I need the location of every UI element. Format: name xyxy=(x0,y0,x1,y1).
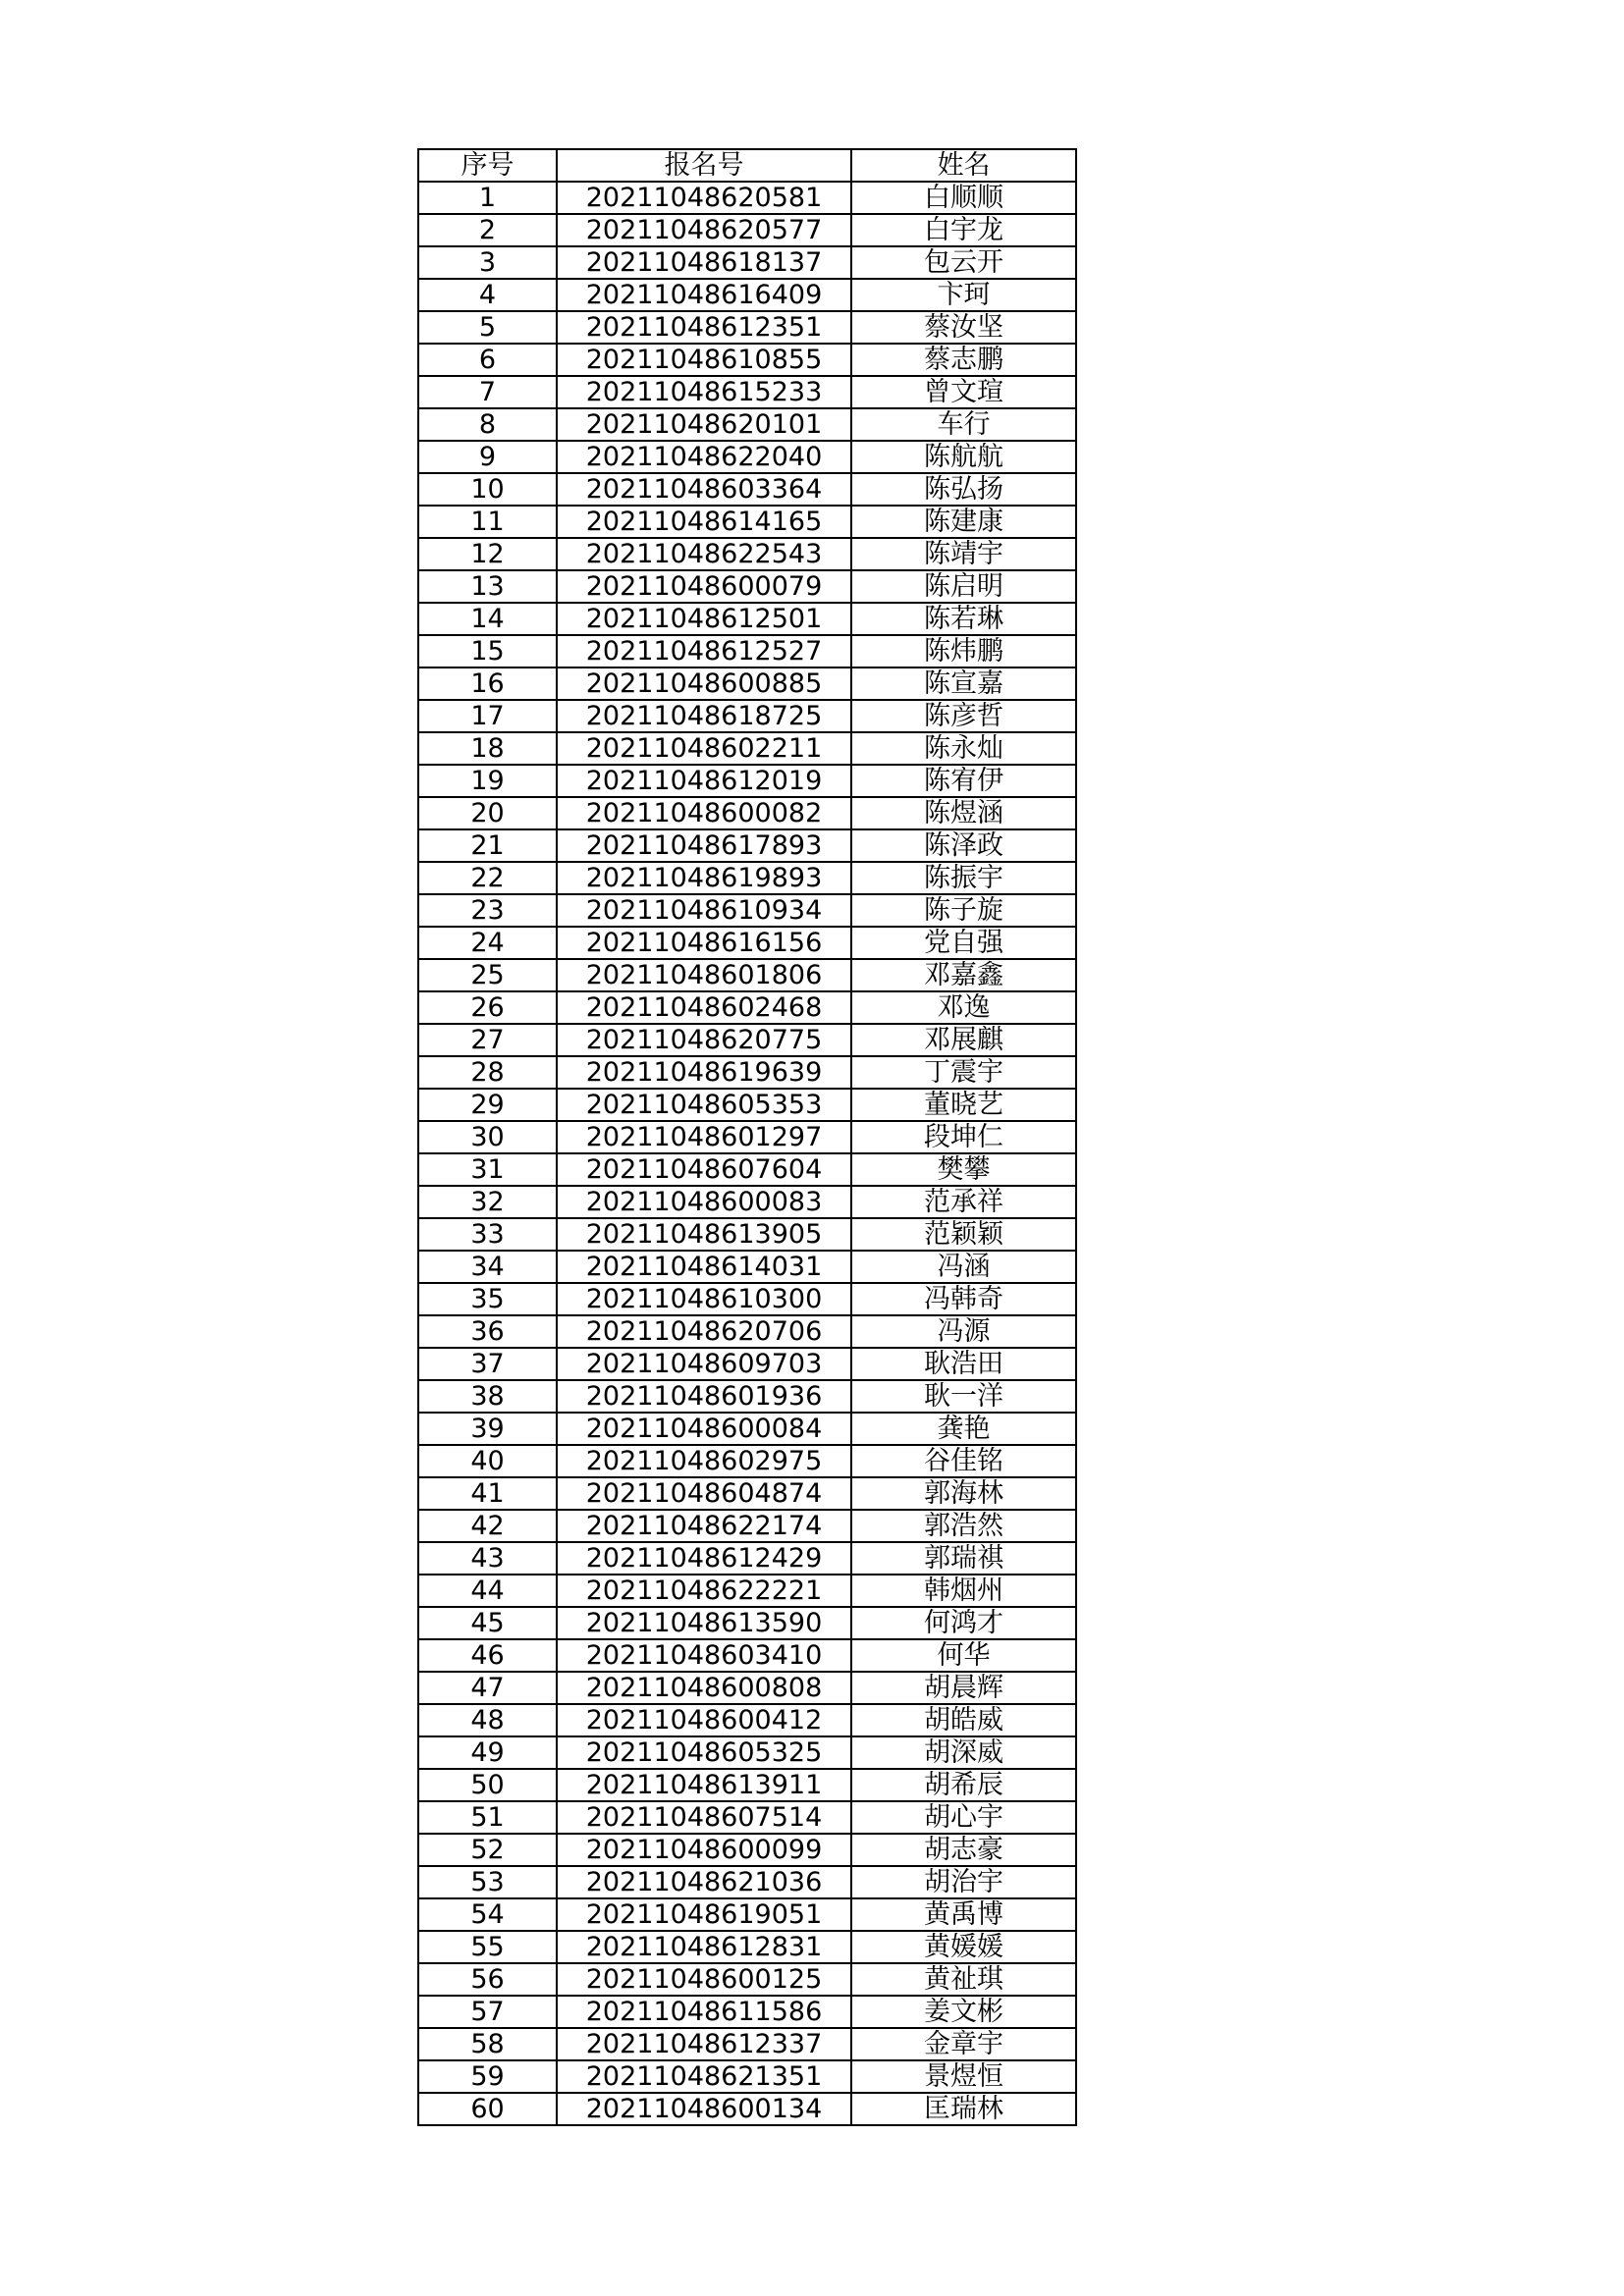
cell-seq: 50 xyxy=(418,1769,557,1801)
table-row xyxy=(418,538,1076,570)
cell-name: 陈宣嘉 xyxy=(851,667,1076,700)
table-row xyxy=(418,862,1076,894)
cell-name: 何鸿才 xyxy=(851,1607,1076,1639)
table-row xyxy=(418,441,1076,473)
cell-reg-no: 20211048622174 xyxy=(557,1510,851,1542)
table-row xyxy=(418,2093,1076,2125)
cell-reg-no: 20211048612429 xyxy=(557,1542,851,1575)
cell-name: 胡治宇 xyxy=(851,1866,1076,1898)
cell-reg-no: 20211048600083 xyxy=(557,1186,851,1218)
cell-seq: 23 xyxy=(418,894,557,927)
cell-name: 黄媛媛 xyxy=(851,1931,1076,1963)
cell-reg-no: 20211048605353 xyxy=(557,1089,851,1121)
cell-seq: 37 xyxy=(418,1348,557,1380)
cell-name: 陈建康 xyxy=(851,506,1076,538)
cell-name: 耿浩田 xyxy=(851,1348,1076,1380)
cell-reg-no: 20211048620101 xyxy=(557,408,851,441)
cell-seq: 39 xyxy=(418,1413,557,1445)
cell-seq: 52 xyxy=(418,1834,557,1866)
cell-seq: 34 xyxy=(418,1251,557,1283)
header-seq: 序号 xyxy=(418,149,557,182)
cell-name: 黄禹博 xyxy=(851,1898,1076,1931)
cell-name: 陈彦哲 xyxy=(851,700,1076,732)
cell-name: 冯涵 xyxy=(851,1251,1076,1283)
cell-name: 陈航航 xyxy=(851,441,1076,473)
cell-seq: 5 xyxy=(418,311,557,344)
cell-name: 党自强 xyxy=(851,927,1076,959)
cell-name: 曾文瑄 xyxy=(851,376,1076,408)
cell-reg-no: 20211048600885 xyxy=(557,667,851,700)
table-row xyxy=(418,1186,1076,1218)
cell-seq: 47 xyxy=(418,1672,557,1704)
cell-name: 范颖颖 xyxy=(851,1218,1076,1251)
cell-seq: 51 xyxy=(418,1801,557,1834)
table-row xyxy=(418,506,1076,538)
table-row xyxy=(418,635,1076,667)
table-row xyxy=(418,1121,1076,1153)
cell-name: 金章宇 xyxy=(851,2028,1076,2060)
cell-seq: 22 xyxy=(418,862,557,894)
cell-name: 胡皓威 xyxy=(851,1704,1076,1736)
cell-seq: 13 xyxy=(418,570,557,603)
cell-seq: 35 xyxy=(418,1283,557,1315)
cell-reg-no: 20211048600412 xyxy=(557,1704,851,1736)
table-row xyxy=(418,1477,1076,1510)
cell-name: 胡志豪 xyxy=(851,1834,1076,1866)
cell-reg-no: 20211048613911 xyxy=(557,1769,851,1801)
cell-reg-no: 20211048610934 xyxy=(557,894,851,927)
cell-reg-no: 20211048613905 xyxy=(557,1218,851,1251)
cell-seq: 33 xyxy=(418,1218,557,1251)
table-row xyxy=(418,700,1076,732)
cell-name: 樊攀 xyxy=(851,1153,1076,1186)
cell-seq: 45 xyxy=(418,1607,557,1639)
cell-seq: 31 xyxy=(418,1153,557,1186)
cell-name: 陈靖宇 xyxy=(851,538,1076,570)
cell-seq: 1 xyxy=(418,182,557,214)
cell-seq: 12 xyxy=(418,538,557,570)
table-row xyxy=(418,1510,1076,1542)
cell-name: 包云开 xyxy=(851,246,1076,279)
cell-reg-no: 20211048602975 xyxy=(557,1445,851,1477)
table-row xyxy=(418,311,1076,344)
cell-seq: 60 xyxy=(418,2093,557,2125)
cell-name: 郭浩然 xyxy=(851,1510,1076,1542)
cell-reg-no: 20211048612019 xyxy=(557,765,851,797)
cell-seq: 4 xyxy=(418,279,557,311)
cell-name: 胡心宇 xyxy=(851,1801,1076,1834)
cell-reg-no: 20211048620775 xyxy=(557,1024,851,1056)
table-row xyxy=(418,927,1076,959)
cell-name: 陈泽政 xyxy=(851,829,1076,862)
cell-reg-no: 20211048618725 xyxy=(557,700,851,732)
cell-reg-no: 20211048612501 xyxy=(557,603,851,635)
cell-seq: 59 xyxy=(418,2060,557,2093)
cell-name: 陈宥伊 xyxy=(851,765,1076,797)
table-row xyxy=(418,1575,1076,1607)
cell-name: 邓嘉鑫 xyxy=(851,959,1076,991)
cell-reg-no: 20211048600084 xyxy=(557,1413,851,1445)
cell-reg-no: 20211048615233 xyxy=(557,376,851,408)
cell-name: 姜文彬 xyxy=(851,1996,1076,2028)
cell-seq: 56 xyxy=(418,1963,557,1996)
table-row xyxy=(418,1672,1076,1704)
table-row xyxy=(418,1089,1076,1121)
cell-name: 蔡汝坚 xyxy=(851,311,1076,344)
table-row xyxy=(418,1639,1076,1672)
cell-reg-no: 20211048604874 xyxy=(557,1477,851,1510)
cell-seq: 32 xyxy=(418,1186,557,1218)
cell-name: 胡希辰 xyxy=(851,1769,1076,1801)
cell-seq: 14 xyxy=(418,603,557,635)
cell-reg-no: 20211048622543 xyxy=(557,538,851,570)
cell-name: 车行 xyxy=(851,408,1076,441)
cell-reg-no: 20211048622221 xyxy=(557,1575,851,1607)
cell-seq: 41 xyxy=(418,1477,557,1510)
cell-name: 陈炜鹏 xyxy=(851,635,1076,667)
cell-reg-no: 20211048619893 xyxy=(557,862,851,894)
cell-seq: 54 xyxy=(418,1898,557,1931)
cell-seq: 40 xyxy=(418,1445,557,1477)
cell-seq: 27 xyxy=(418,1024,557,1056)
table-row xyxy=(418,1736,1076,1769)
cell-reg-no: 20211048607604 xyxy=(557,1153,851,1186)
cell-seq: 17 xyxy=(418,700,557,732)
cell-reg-no: 20211048617893 xyxy=(557,829,851,862)
table-row xyxy=(418,1931,1076,1963)
cell-seq: 46 xyxy=(418,1639,557,1672)
cell-name: 陈煜涵 xyxy=(851,797,1076,829)
cell-seq: 38 xyxy=(418,1380,557,1413)
cell-reg-no: 20211048600079 xyxy=(557,570,851,603)
table-row xyxy=(418,1704,1076,1736)
cell-seq: 24 xyxy=(418,927,557,959)
cell-reg-no: 20211048619051 xyxy=(557,1898,851,1931)
table-row xyxy=(418,1996,1076,2028)
cell-name: 丁震宇 xyxy=(851,1056,1076,1089)
cell-name: 董晓艺 xyxy=(851,1089,1076,1121)
cell-seq: 55 xyxy=(418,1931,557,1963)
table-row xyxy=(418,1413,1076,1445)
cell-name: 段坤仁 xyxy=(851,1121,1076,1153)
cell-seq: 26 xyxy=(418,991,557,1024)
cell-reg-no: 20211048614165 xyxy=(557,506,851,538)
table-row xyxy=(418,829,1076,862)
cell-reg-no: 20211048612337 xyxy=(557,2028,851,2060)
cell-seq: 10 xyxy=(418,473,557,506)
table-row xyxy=(418,376,1076,408)
cell-seq: 7 xyxy=(418,376,557,408)
cell-seq: 29 xyxy=(418,1089,557,1121)
table-row xyxy=(418,765,1076,797)
cell-seq: 19 xyxy=(418,765,557,797)
table-row xyxy=(418,797,1076,829)
table-row xyxy=(418,1056,1076,1089)
table-row xyxy=(418,246,1076,279)
cell-name: 邓展麒 xyxy=(851,1024,1076,1056)
cell-seq: 2 xyxy=(418,214,557,246)
cell-name: 陈振宇 xyxy=(851,862,1076,894)
cell-reg-no: 20211048616409 xyxy=(557,279,851,311)
table-row xyxy=(418,1801,1076,1834)
header-reg-no: 报名号 xyxy=(557,149,851,182)
cell-reg-no: 20211048614031 xyxy=(557,1251,851,1283)
table-row xyxy=(418,1348,1076,1380)
cell-seq: 49 xyxy=(418,1736,557,1769)
table-row xyxy=(418,732,1076,765)
table-row xyxy=(418,2060,1076,2093)
cell-seq: 16 xyxy=(418,667,557,700)
cell-reg-no: 20211048621036 xyxy=(557,1866,851,1898)
cell-name: 龚艳 xyxy=(851,1413,1076,1445)
table-row xyxy=(418,344,1076,376)
cell-reg-no: 20211048609703 xyxy=(557,1348,851,1380)
table-row xyxy=(418,1283,1076,1315)
cell-name: 耿一洋 xyxy=(851,1380,1076,1413)
table-row xyxy=(418,1607,1076,1639)
cell-reg-no: 20211048602468 xyxy=(557,991,851,1024)
cell-reg-no: 20211048620706 xyxy=(557,1315,851,1348)
header-name: 姓名 xyxy=(851,149,1076,182)
cell-seq: 25 xyxy=(418,959,557,991)
cell-seq: 11 xyxy=(418,506,557,538)
cell-seq: 42 xyxy=(418,1510,557,1542)
cell-name: 胡晨辉 xyxy=(851,1672,1076,1704)
cell-reg-no: 20211048616156 xyxy=(557,927,851,959)
cell-name: 冯韩奇 xyxy=(851,1283,1076,1315)
cell-name: 白宇龙 xyxy=(851,214,1076,246)
registration-table xyxy=(417,148,1077,2126)
cell-reg-no: 20211048620581 xyxy=(557,182,851,214)
cell-name: 冯源 xyxy=(851,1315,1076,1348)
cell-reg-no: 20211048612527 xyxy=(557,635,851,667)
cell-name: 郭瑞祺 xyxy=(851,1542,1076,1575)
table-row xyxy=(418,1024,1076,1056)
cell-name: 范承祥 xyxy=(851,1186,1076,1218)
cell-reg-no: 20211048600099 xyxy=(557,1834,851,1866)
cell-name: 陈弘扬 xyxy=(851,473,1076,506)
table-row xyxy=(418,2028,1076,2060)
table-row xyxy=(418,182,1076,214)
table-row xyxy=(418,1251,1076,1283)
table-row xyxy=(418,667,1076,700)
cell-reg-no: 20211048600808 xyxy=(557,1672,851,1704)
cell-seq: 6 xyxy=(418,344,557,376)
cell-seq: 18 xyxy=(418,732,557,765)
cell-name: 韩烟州 xyxy=(851,1575,1076,1607)
cell-name: 陈启明 xyxy=(851,570,1076,603)
cell-name: 蔡志鹏 xyxy=(851,344,1076,376)
table-row xyxy=(418,1834,1076,1866)
cell-seq: 21 xyxy=(418,829,557,862)
cell-reg-no: 20211048607514 xyxy=(557,1801,851,1834)
table-row xyxy=(418,991,1076,1024)
table-row xyxy=(418,473,1076,506)
cell-reg-no: 20211048600082 xyxy=(557,797,851,829)
cell-reg-no: 20211048600134 xyxy=(557,2093,851,2125)
cell-seq: 57 xyxy=(418,1996,557,2028)
cell-reg-no: 20211048620577 xyxy=(557,214,851,246)
cell-reg-no: 20211048612351 xyxy=(557,311,851,344)
cell-reg-no: 20211048611586 xyxy=(557,1996,851,2028)
cell-reg-no: 20211048622040 xyxy=(557,441,851,473)
table-row xyxy=(418,894,1076,927)
cell-reg-no: 20211048619639 xyxy=(557,1056,851,1089)
cell-seq: 9 xyxy=(418,441,557,473)
cell-seq: 28 xyxy=(418,1056,557,1089)
cell-reg-no: 20211048601806 xyxy=(557,959,851,991)
table-row xyxy=(418,1542,1076,1575)
header-row xyxy=(418,149,1076,182)
cell-reg-no: 20211048600125 xyxy=(557,1963,851,1996)
cell-name: 郭海林 xyxy=(851,1477,1076,1510)
table-row xyxy=(418,214,1076,246)
cell-seq: 53 xyxy=(418,1866,557,1898)
cell-seq: 58 xyxy=(418,2028,557,2060)
cell-reg-no: 20211048610855 xyxy=(557,344,851,376)
table-row xyxy=(418,1218,1076,1251)
cell-reg-no: 20211048603410 xyxy=(557,1639,851,1672)
table-row xyxy=(418,1445,1076,1477)
cell-reg-no: 20211048613590 xyxy=(557,1607,851,1639)
cell-name: 陈永灿 xyxy=(851,732,1076,765)
cell-reg-no: 20211048602211 xyxy=(557,732,851,765)
cell-reg-no: 20211048605325 xyxy=(557,1736,851,1769)
cell-seq: 43 xyxy=(418,1542,557,1575)
table-row xyxy=(418,1963,1076,1996)
table-row xyxy=(418,959,1076,991)
cell-reg-no: 20211048612831 xyxy=(557,1931,851,1963)
cell-name: 景煜恒 xyxy=(851,2060,1076,2093)
cell-reg-no: 20211048603364 xyxy=(557,473,851,506)
cell-reg-no: 20211048610300 xyxy=(557,1283,851,1315)
cell-name: 邓逸 xyxy=(851,991,1076,1024)
table-row xyxy=(418,1769,1076,1801)
cell-reg-no: 20211048621351 xyxy=(557,2060,851,2093)
table-row xyxy=(418,1315,1076,1348)
cell-reg-no: 20211048601936 xyxy=(557,1380,851,1413)
table-row xyxy=(418,279,1076,311)
table-row xyxy=(418,408,1076,441)
table-row xyxy=(418,1898,1076,1931)
table-row xyxy=(418,570,1076,603)
cell-seq: 30 xyxy=(418,1121,557,1153)
cell-seq: 20 xyxy=(418,797,557,829)
cell-name: 谷佳铭 xyxy=(851,1445,1076,1477)
cell-name: 陈若琳 xyxy=(851,603,1076,635)
cell-seq: 8 xyxy=(418,408,557,441)
cell-seq: 15 xyxy=(418,635,557,667)
table-row xyxy=(418,1380,1076,1413)
cell-name: 胡深威 xyxy=(851,1736,1076,1769)
cell-name: 陈子旋 xyxy=(851,894,1076,927)
cell-name: 匡瑞林 xyxy=(851,2093,1076,2125)
table-row xyxy=(418,1153,1076,1186)
table-row xyxy=(418,603,1076,635)
cell-name: 卞珂 xyxy=(851,279,1076,311)
table-row xyxy=(418,1866,1076,1898)
cell-name: 白顺顺 xyxy=(851,182,1076,214)
cell-seq: 44 xyxy=(418,1575,557,1607)
cell-seq: 3 xyxy=(418,246,557,279)
cell-reg-no: 20211048618137 xyxy=(557,246,851,279)
cell-seq: 36 xyxy=(418,1315,557,1348)
cell-reg-no: 20211048601297 xyxy=(557,1121,851,1153)
cell-name: 黄祉琪 xyxy=(851,1963,1076,1996)
cell-seq: 48 xyxy=(418,1704,557,1736)
cell-name: 何华 xyxy=(851,1639,1076,1672)
